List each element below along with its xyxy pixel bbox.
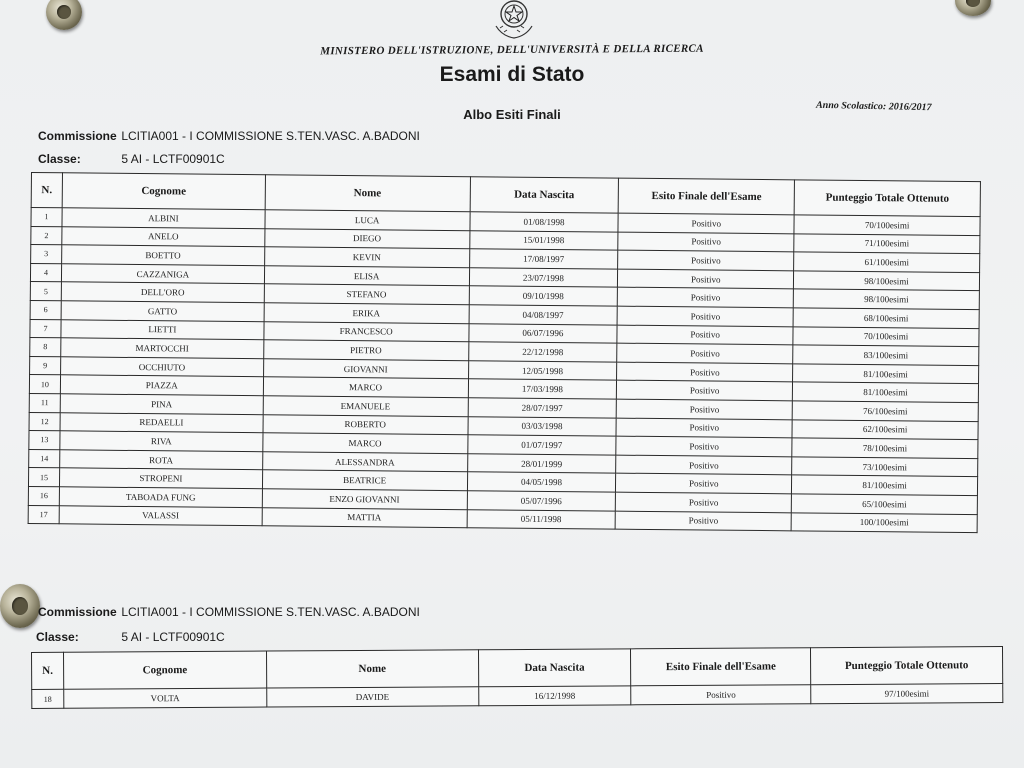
table-cell: 73/100esimi — [792, 457, 978, 477]
commissione-label: Commissione — [38, 129, 117, 143]
table-cell: Positivo — [618, 250, 794, 270]
table-cell: 28/07/1997 — [468, 398, 617, 418]
classe-label: Classe: — [36, 630, 79, 644]
table-cell: Positivo — [617, 380, 793, 400]
column-header: Punteggio Totale Ottenuto — [794, 180, 980, 217]
table-cell: 5 — [30, 282, 61, 301]
table-cell: PIETRO — [263, 340, 468, 361]
wall-bolt-bottom-left — [0, 584, 40, 628]
table-cell: 98/100esimi — [793, 289, 979, 309]
table-cell: ALESSANDRA — [262, 451, 467, 472]
column-header: Esito Finale dell'Esame — [631, 648, 811, 686]
table-cell: 15 — [28, 468, 59, 487]
wall-bolt-top-left — [46, 0, 82, 30]
table-cell: ANELO — [62, 226, 265, 247]
table-cell: EMANUELE — [263, 396, 468, 417]
table-cell: 68/100esimi — [793, 308, 979, 328]
table-cell: MARCO — [263, 377, 468, 398]
column-header: Esito Finale dell'Esame — [618, 178, 794, 215]
page-title: Esami di Stato — [439, 63, 585, 86]
table-cell: 9 — [30, 356, 61, 375]
classe-value: 5 AI - LCTF00901C — [121, 630, 225, 644]
table-cell: 13 — [29, 431, 60, 450]
table-cell: 04/08/1997 — [469, 305, 618, 325]
table-cell: VOLTA — [64, 688, 267, 708]
classe-value: 5 AI - LCTF00901C — [121, 152, 225, 166]
ministry-heading: MINISTERO DELL'ISTRUZIONE, DELL'UNIVERSITÀ E DELLA RICERCA — [320, 42, 704, 58]
table-cell: LIETTI — [61, 319, 264, 340]
commissione-label: Commissione — [38, 605, 117, 619]
table-cell: Positivo — [616, 455, 792, 475]
table-cell: 06/07/1996 — [468, 323, 617, 343]
column-header: Nome — [266, 650, 478, 688]
table-cell: 76/100esimi — [792, 401, 978, 421]
classe-line — [38, 152, 225, 166]
table-cell: PINA — [60, 394, 263, 415]
table-cell: 16 — [28, 486, 59, 505]
wall-bolt-top-right — [955, 0, 991, 16]
table-cell: 18 — [32, 689, 64, 708]
table-cell: 28/01/1999 — [467, 453, 616, 473]
table-cell: 71/100esimi — [794, 233, 980, 253]
table-cell: ALBINI — [62, 208, 265, 229]
table-cell: 2 — [31, 226, 62, 245]
table-cell: RIVA — [60, 431, 263, 452]
table-cell: 3 — [31, 245, 62, 264]
table-cell: Positivo — [615, 511, 791, 531]
table-cell: Positivo — [617, 399, 793, 419]
table-cell: 11 — [29, 393, 60, 412]
table-header-row — [32, 647, 1003, 690]
table-cell: TABOADA FUNG — [59, 487, 262, 508]
table-cell: ELISA — [264, 266, 469, 287]
table-cell: ERIKA — [264, 303, 469, 324]
column-header: Cognome — [62, 173, 265, 210]
table-cell: 17/03/1998 — [468, 379, 617, 399]
column-header: Nome — [265, 175, 470, 212]
table-cell: 81/100esimi — [792, 475, 978, 495]
column-header: Cognome — [63, 651, 266, 689]
table-cell: 15/01/1998 — [469, 230, 618, 250]
table-cell: 01/07/1997 — [467, 435, 616, 455]
table-cell: Positivo — [618, 288, 794, 308]
table-cell: 1 — [31, 208, 62, 227]
table-cell: CAZZANIGA — [61, 264, 264, 285]
table-cell: Positivo — [616, 473, 792, 493]
table-cell: VALASSI — [59, 505, 262, 526]
table-cell: DELL'ORO — [61, 282, 264, 303]
table-cell: 70/100esimi — [793, 326, 979, 346]
table-cell: STROPENI — [59, 468, 262, 489]
table-cell: PIAZZA — [60, 375, 263, 396]
table-cell: Positivo — [618, 213, 794, 233]
table-cell: LUCA — [265, 210, 470, 231]
table-cell: GIOVANNI — [263, 358, 468, 379]
table-cell: 09/10/1998 — [469, 286, 618, 306]
column-header: Data Nascita — [470, 177, 619, 213]
table-cell: 14 — [29, 449, 60, 468]
table-cell: 05/07/1996 — [467, 491, 616, 511]
table-cell: 16/12/1998 — [478, 686, 631, 706]
commissione-value: LCITIA001 - I COMMISSIONE S.TEN.VASC. A.BADONI — [121, 605, 420, 619]
table-cell: 65/100esimi — [791, 494, 977, 514]
republic-emblem-icon — [488, 0, 540, 40]
table-cell: 97/100esimi — [811, 684, 1003, 704]
page-subtitle: Albo Esiti Finali — [463, 107, 561, 122]
table-cell: 22/12/1998 — [468, 342, 617, 362]
table-cell: 8 — [30, 338, 61, 357]
commissione-line-2 — [38, 605, 420, 619]
table-cell: BEATRICE — [262, 470, 467, 491]
results-table — [28, 172, 981, 533]
table-cell: 83/100esimi — [793, 345, 979, 365]
column-header: Data Nascita — [478, 649, 631, 687]
table-cell: 70/100esimi — [794, 215, 980, 235]
table-cell: 81/100esimi — [792, 382, 978, 402]
table-cell: 6 — [30, 300, 61, 319]
table-cell: GATTO — [61, 301, 264, 322]
table-cell: REDAELLI — [60, 412, 263, 433]
table-cell: 01/08/1998 — [469, 212, 618, 232]
table-cell: Positivo — [617, 343, 793, 363]
commissione-value: LCITIA001 - I COMMISSIONE S.TEN.VASC. A.BADONI — [121, 129, 420, 143]
column-header: N. — [32, 652, 64, 689]
table-cell: ROTA — [60, 450, 263, 471]
table-cell: 04/05/1998 — [467, 472, 616, 492]
table-cell: Positivo — [616, 492, 792, 512]
table-cell: Positivo — [617, 362, 793, 382]
table-cell: 78/100esimi — [792, 438, 978, 458]
table-cell: Positivo — [617, 306, 793, 326]
table-cell: 03/03/1998 — [468, 416, 617, 436]
table-cell: Positivo — [617, 325, 793, 345]
table-cell: 100/100esimi — [791, 512, 977, 532]
table-cell: 62/100esimi — [792, 419, 978, 439]
table-cell: 23/07/1998 — [469, 267, 618, 287]
table-cell: 4 — [30, 263, 61, 282]
table-cell: Positivo — [616, 418, 792, 438]
table-cell: KEVIN — [264, 247, 469, 268]
table-cell: 05/11/1998 — [467, 509, 616, 529]
table-cell: MARTOCCHI — [61, 338, 264, 359]
table-cell: Positivo — [618, 232, 794, 252]
table-cell: 7 — [30, 319, 61, 338]
column-header: N. — [31, 173, 62, 208]
table-cell: Positivo — [618, 269, 794, 289]
table-cell: OCCHIUTO — [61, 357, 264, 378]
classe-line-2 — [36, 630, 225, 644]
table-cell: 61/100esimi — [794, 252, 980, 272]
table-cell: MARCO — [263, 433, 468, 454]
table-cell: DIEGO — [265, 228, 470, 249]
table-cell: 17/08/1997 — [469, 249, 618, 269]
table-cell: ROBERTO — [263, 414, 468, 435]
table-cell: 12/05/1998 — [468, 360, 617, 380]
table-cell: DAVIDE — [266, 687, 478, 707]
table-cell: 98/100esimi — [794, 271, 980, 291]
school-year: Anno Scolastico: 2016/2017 — [815, 99, 932, 114]
column-header: Punteggio Totale Ottenuto — [811, 647, 1003, 685]
table-cell: 81/100esimi — [793, 364, 979, 384]
table-cell: Positivo — [616, 436, 792, 456]
table-cell: 12 — [29, 412, 60, 431]
results-table-body — [28, 208, 980, 533]
table-cell: BOETTO — [62, 245, 265, 266]
table-cell: MATTIA — [262, 507, 467, 528]
results-table-continued — [31, 646, 1003, 709]
classe-label: Classe: — [38, 152, 81, 166]
table-cell: STEFANO — [264, 284, 469, 305]
table-cell: 17 — [28, 505, 59, 524]
table-cell: ENZO GIOVANNI — [262, 489, 467, 510]
table-cell: FRANCESCO — [264, 321, 469, 342]
table-cell: 10 — [29, 375, 60, 394]
commissione-line — [38, 129, 420, 143]
table-cell: Positivo — [631, 685, 811, 705]
